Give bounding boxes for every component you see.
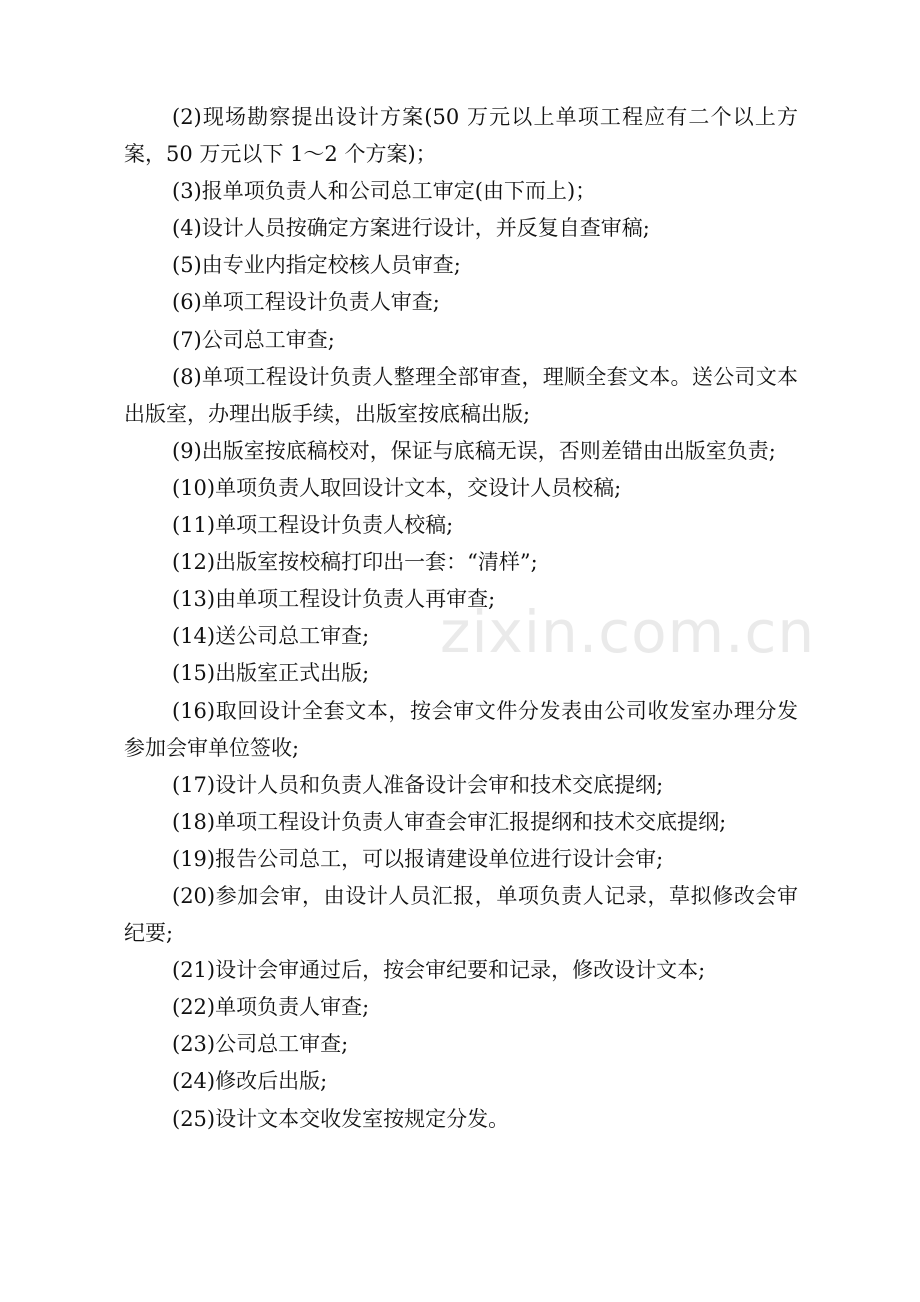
list-item: (7)公司总工审查;	[172, 327, 335, 352]
list-item: (12)出版室按校稿打印出一套：“清样”;	[172, 550, 538, 575]
list-item: (16)取回设计全套文本，按会审文件分发表由公司收发室办理分发参加会审单位签收;	[124, 698, 798, 760]
list-item: (19)报告公司总工，可以报请建设单位进行设计会审;	[172, 846, 664, 871]
list-item: (6)单项工程设计负责人审查;	[172, 290, 440, 315]
list-item: (22)单项负责人审查;	[172, 995, 370, 1020]
document-body	[124, 99, 798, 1138]
list-item: (14)送公司总工审查;	[172, 624, 370, 649]
list-item: (11)单项工程设计负责人校稿;	[172, 513, 454, 538]
list-item: (21)设计会审通过后，按会审纪要和记录，修改设计文本;	[172, 958, 706, 983]
list-item: (5)由专业内指定校核人员审查;	[172, 253, 461, 278]
list-item: (23)公司总工审查;	[172, 1032, 349, 1057]
list-item: (4)设计人员按确定方案进行设计，并反复自查审稿;	[172, 216, 650, 241]
list-item: (17)设计人员和负责人准备设计会审和技术交底提纲;	[172, 772, 664, 797]
list-item: (2)现场勘察提出设计方案(50 万元以上单项工程应有二个以上方案，50 万元以下 1～2 个方案)；	[124, 105, 798, 167]
list-item: (13)由单项工程设计负责人再审查;	[172, 587, 496, 612]
list-item: (25)设计文本交收发室按规定分发。	[172, 1106, 510, 1131]
list-item: (15)出版室正式出版;	[172, 661, 370, 686]
list-item: (8)单项工程设计负责人整理全部审查，理顺全套文本。送公司文本出版室，办理出版手续，出版室按底稿出版;	[124, 364, 798, 426]
list-item: (9)出版室按底稿校对，保证与底稿无误，否则差错由出版室负责;	[172, 438, 776, 463]
list-item: (20)参加会审，由设计人员汇报，单项负责人记录，草拟修改会审纪要;	[124, 883, 798, 946]
list-item: (24)修改后出版;	[172, 1069, 328, 1094]
list-item: (18)单项工程设计负责人审查会审汇报提纲和技术交底提纲;	[172, 809, 727, 834]
watermark: zixin.com.cn	[440, 598, 816, 666]
list-item: (10)单项负责人取回设计文本，交设计人员校稿;	[172, 475, 622, 500]
list-item: (3)报单项负责人和公司总工审定(由下而上)；	[172, 179, 597, 204]
